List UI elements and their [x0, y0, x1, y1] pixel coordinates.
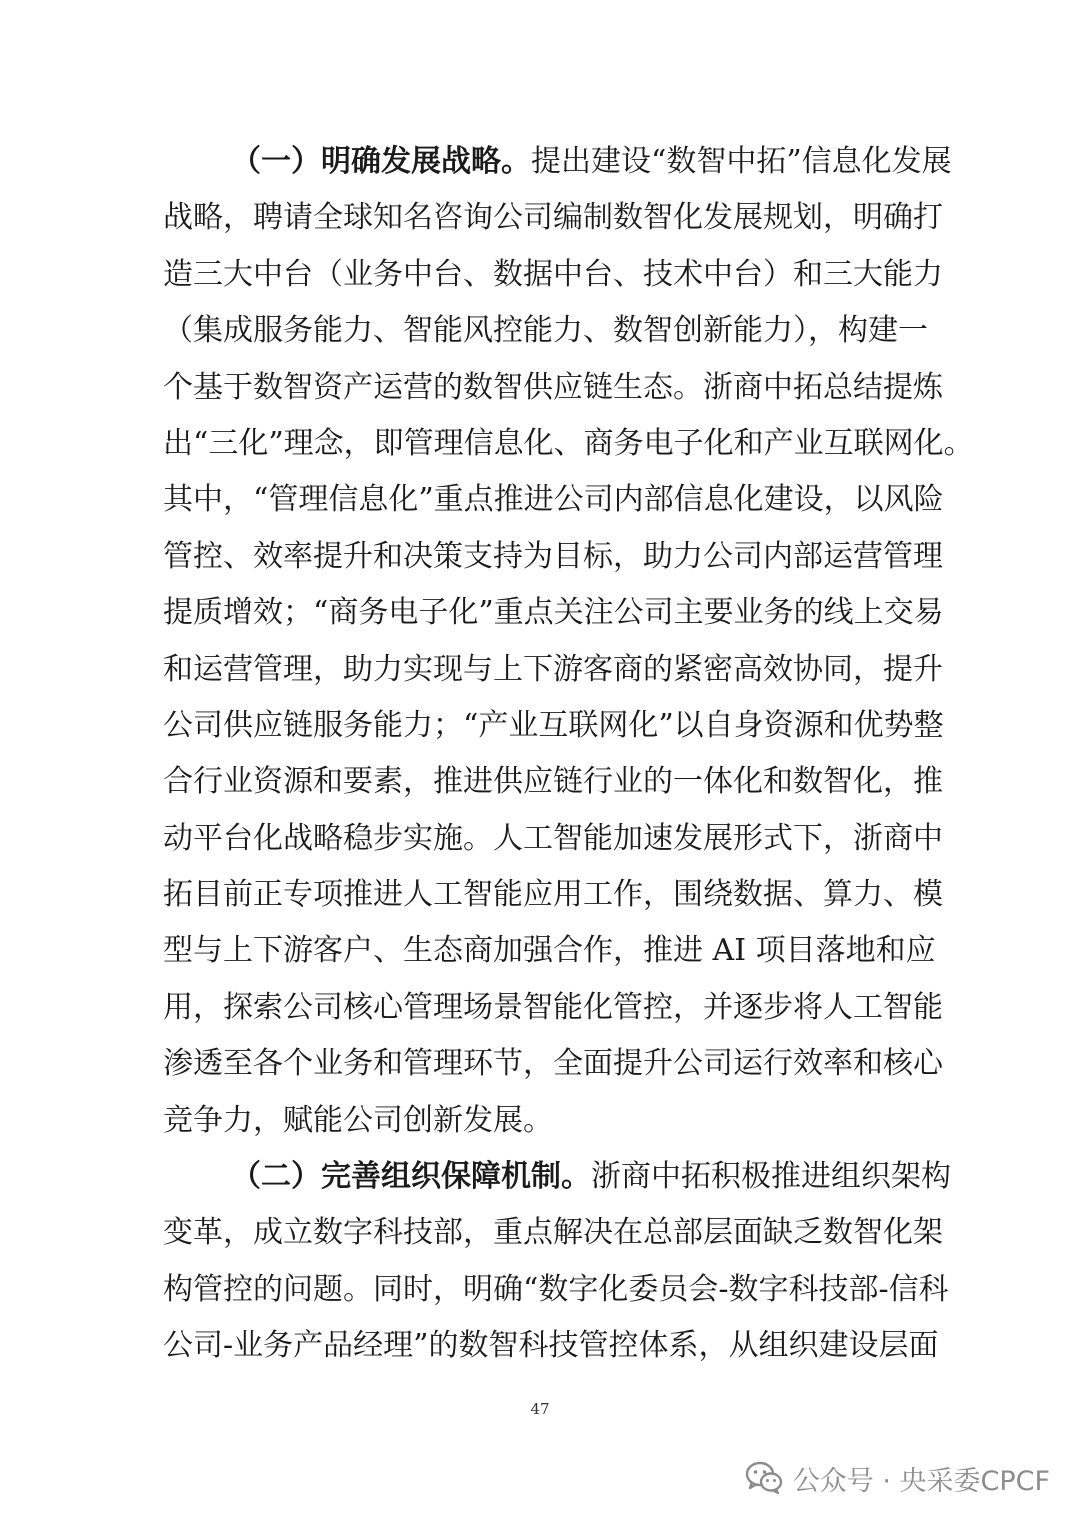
text-line: 其中，“管理信息化”重点推进公司内部信息化建设，以风险 [163, 482, 944, 518]
text-line: 渗透至各个业务和管理环节，全面提升公司运行效率和核心 [163, 1046, 943, 1082]
text-line [163, 134, 952, 190]
text-line: 出“三化”理念，即管理信息化、商务电子化和产业互联网化。 [163, 425, 974, 461]
text-line: 造三大中台（业务中台、数据中台、技术中台）和三大能力 [163, 256, 943, 292]
body-text [163, 134, 974, 1375]
text-line: 合行业资源和要素，推进供应链行业的一体化和数智化，推 [163, 764, 943, 800]
text-line: 公司-业务产品经理”的数智科技管控体系，从组织建设层面 [163, 1328, 939, 1364]
section-heading: （一）明确发展战略。 [231, 144, 531, 179]
text-line: 型与上下游客户、生态商加强合作，推进 AI 项目落地和应 [163, 933, 936, 969]
text-line: 公司供应链服务能力；“产业互联网化”以自身资源和优势整 [163, 707, 944, 743]
text-line: 竞争力，赋能公司创新发展。 [163, 1102, 553, 1138]
text-line: 和运营管理，助力实现与上下游客商的紧密高效协同，提升 [163, 651, 943, 687]
line-text: 浙商中拓积极推进组织架构 [591, 1159, 951, 1195]
text-line: 构管控的问题。同时，明确“数字化委员会-数字科技部-信科 [163, 1271, 949, 1307]
watermark [745, 1457, 1050, 1499]
text-line [163, 1149, 951, 1205]
section-heading: （二）完善组织保障机制。 [231, 1159, 591, 1195]
text-line: （集成服务能力、智能风控能力、数智创新能力），构建一 [163, 313, 928, 349]
text-line: 变革，成立数字科技部，重点解决在总部层面缺乏数智化架 [163, 1215, 943, 1251]
text-line: 动平台化战略稳步实施。人工智能加速发展形式下，浙商中 [163, 820, 943, 856]
text-line: 用，探索公司核心管理场景智能化管控，并逐步将人工智能 [163, 989, 943, 1025]
text-line: 管控、效率提升和决策支持为目标，助力公司内部运营管理 [163, 538, 943, 574]
text-line: 个基于数智资产运营的数智供应链生态。浙商中拓总结提炼 [163, 369, 943, 405]
line-text: 提出建设“数智中拓”信息化发展 [531, 144, 952, 179]
text-line: 拓目前正专项推进人工智能应用工作，围绕数据、算力、模 [163, 877, 943, 913]
wechat-icon [745, 1461, 783, 1495]
text-line: 提质增效；“商务电子化”重点关注公司主要业务的线上交易 [163, 595, 944, 631]
watermark-text: 公众号 · 央采委CPCF [792, 1465, 1050, 1497]
text-line: 战略，聘请全球知名咨询公司编制数智化发展规划，明确打 [163, 200, 943, 236]
page-number: 47 [530, 1400, 550, 1418]
